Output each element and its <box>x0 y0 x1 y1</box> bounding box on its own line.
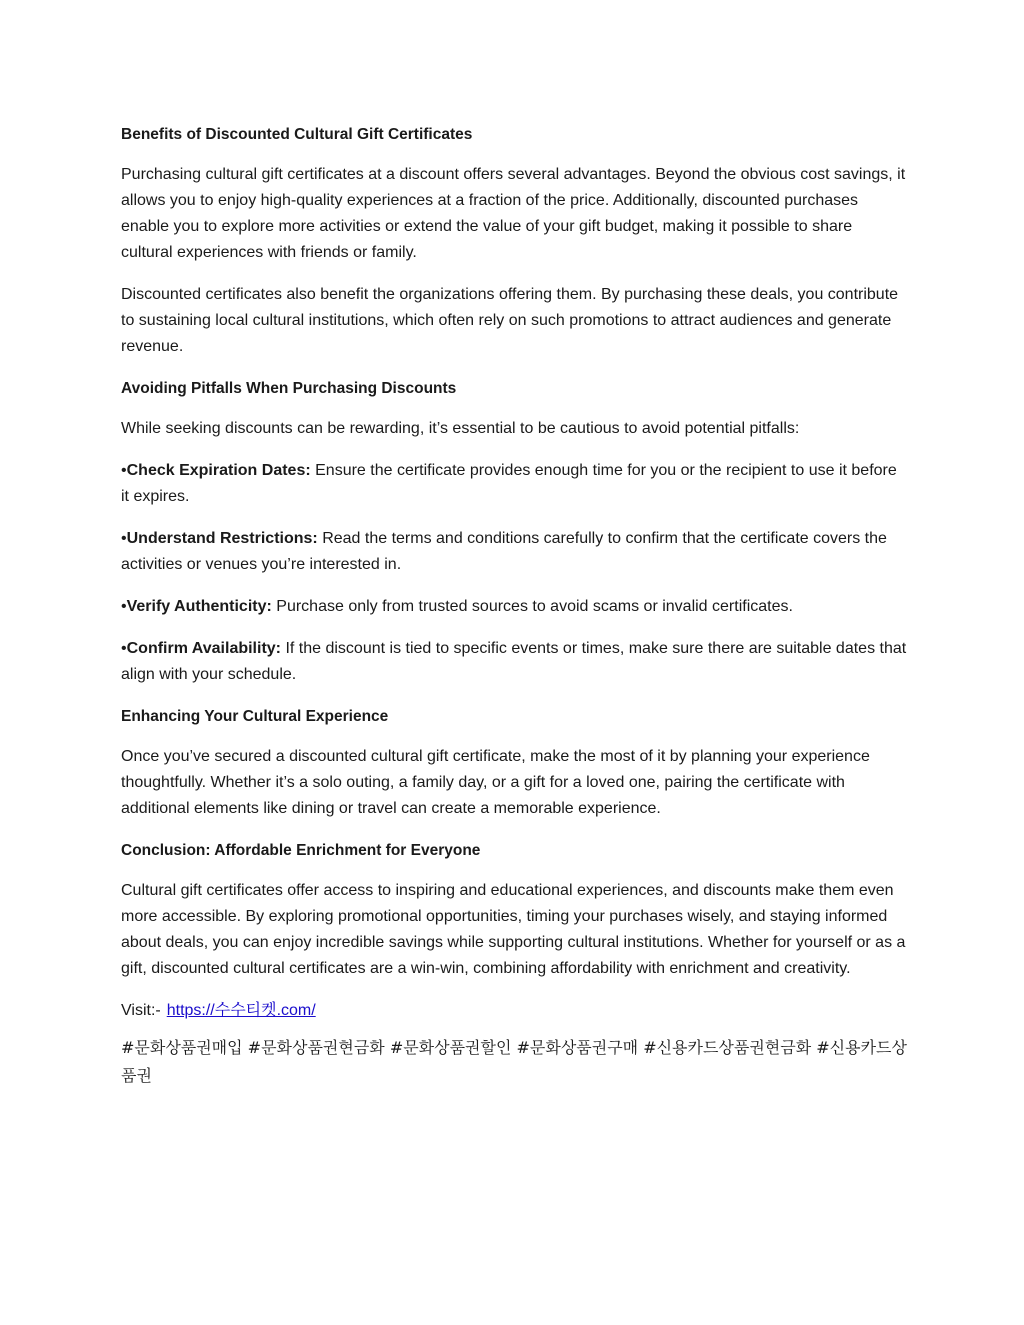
bullet-label: Confirm Availability: <box>126 640 281 657</box>
bullet-dot: • <box>121 598 127 615</box>
bullet-label: Understand Restrictions: <box>126 530 318 547</box>
bullet-text: Ensure the certificate provides enough time for you or the recipient to use it before it expires. <box>121 462 897 505</box>
bullet-item <box>121 526 907 578</box>
website-link[interactable]: https://수수티켓.com/ <box>166 1002 316 1019</box>
bullet-dot: • <box>121 462 127 479</box>
document-body <box>121 122 907 1090</box>
visit-line <box>121 998 907 1024</box>
enhancing-heading: Enhancing Your Cultural Experience <box>121 708 389 725</box>
bullet-item <box>121 636 907 688</box>
benefits-paragraph-1: Purchasing cultural gift certificates at a discount offers several advantages. Beyond the obvious cost savings, it allows you to enjoy high-quality experiences at a fraction of the price. Additionally, discounted purchases enable you to explore more activities or extend the value of your gift budget, making it possible to share cultural experiences with friends or family. <box>121 166 906 261</box>
pitfalls-intro: While seeking discounts can be rewarding, it’s essential to be cautious to avoid potential pitfalls: <box>121 420 800 437</box>
bullet-item <box>121 458 907 510</box>
bullet-text: Read the terms and conditions carefully to confirm that the certificate covers the activities or venues you’re interested in. <box>121 530 887 573</box>
benefits-paragraph-2: Discounted certificates also benefit the organizations offering them. By purchasing these deals, you contribute to sustaining local cultural institutions, which often rely on such promotions to attract audiences and generate revenue. <box>121 286 899 355</box>
bullet-dot: • <box>121 530 127 547</box>
benefits-heading: Benefits of Discounted Cultural Gift Certificates <box>121 126 473 143</box>
conclusion-heading: Conclusion: Affordable Enrichment for Everyone <box>121 842 481 859</box>
bullet-label: Verify Authenticity: <box>126 598 272 615</box>
bullet-text: Purchase only from trusted sources to avoid scams or invalid certificates. <box>271 598 793 615</box>
pitfalls-heading: Avoiding Pitfalls When Purchasing Discounts <box>121 380 457 397</box>
bullet-item <box>121 594 907 620</box>
bullet-text: If the discount is tied to specific events or times, make sure there are suitable dates that align with your schedule. <box>121 640 907 683</box>
bullet-dot: • <box>121 640 127 657</box>
bullet-label: Check Expiration Dates: <box>126 462 311 479</box>
enhancing-paragraph: Once you’ve secured a discounted cultural gift certificate, make the most of it by planning your experience thoughtfully. Whether it’s a solo outing, a family day, or a gift for a loved one, pairing the certificate with additional elements like dining or travel can create a memorable experience. <box>121 748 870 817</box>
conclusion-paragraph: Cultural gift certificates offer access to inspiring and educational experiences, and discounts make them even more accessible. By exploring promotional opportunities, timing your purchases wisely, and staying informed about deals, you can enjoy incredible savings while supporting cultural institutions. Whether for yourself or as a gift, discounted cultural certificates are a win-win, combining affordability with enrichment and creativity. <box>121 882 906 977</box>
visit-label: Visit:- <box>121 1002 161 1019</box>
hashtags: #문화상품권매입 #문화상품권현금화 #문화상품권할인 #문화상품권구매 #신용카드상품권현금화 #신용카드상품권 <box>121 1038 907 1085</box>
